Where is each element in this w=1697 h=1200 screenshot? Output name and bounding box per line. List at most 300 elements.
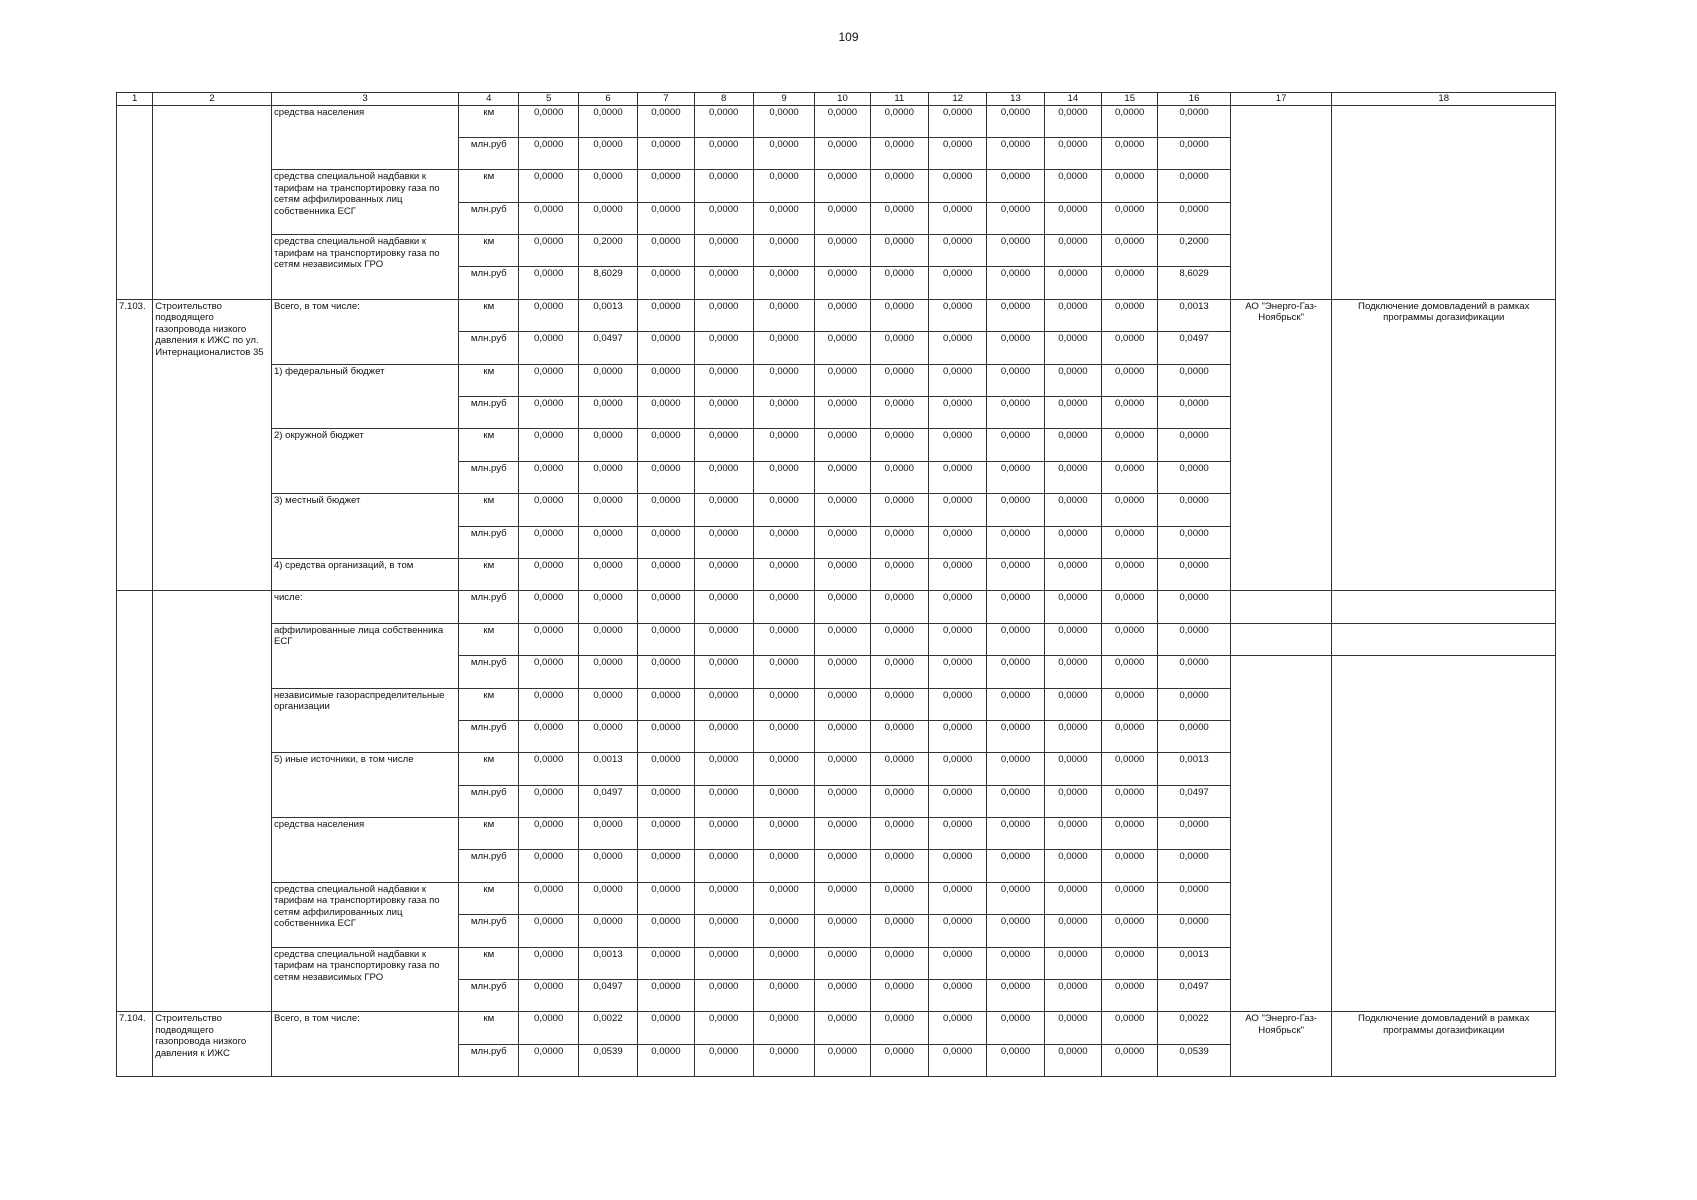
value-cell: 0,0497 (578, 785, 637, 817)
value-cell: 0,0539 (578, 1044, 637, 1076)
value-cell: 0,0000 (578, 526, 637, 558)
value-cell: 0,0000 (1158, 818, 1230, 850)
value-cell: 0,0000 (638, 332, 694, 364)
value-cell: 0,0000 (638, 364, 694, 396)
value-cell: 0,0000 (1044, 818, 1101, 850)
value-cell: 0,0000 (638, 1044, 694, 1076)
unit-cell: км (459, 105, 519, 137)
value-cell: 0,0000 (870, 785, 928, 817)
value-cell: 0,0000 (1044, 623, 1101, 655)
organization-cell-empty (1230, 623, 1332, 655)
value-cell: 0,0000 (1102, 656, 1158, 688)
value-cell: 0,0000 (753, 299, 814, 331)
value-cell: 0,0000 (1102, 915, 1158, 947)
value-cell: 0,0000 (753, 105, 814, 137)
value-cell: 0,0000 (870, 397, 928, 429)
column-header-6: 6 (578, 93, 637, 106)
value-cell: 0,0000 (578, 623, 637, 655)
value-cell: 0,0000 (519, 1044, 578, 1076)
value-cell: 0,0000 (928, 720, 986, 752)
value-cell: 0,0000 (815, 397, 870, 429)
value-cell: 0,0000 (694, 850, 753, 882)
funding-source-cell: 3) местный бюджет (271, 494, 458, 559)
value-cell: 0,0000 (815, 656, 870, 688)
value-cell: 0,0000 (815, 753, 870, 785)
funding-source-cell: Всего, в том числе: (271, 299, 458, 364)
value-cell: 0,0000 (987, 558, 1044, 590)
value-cell: 0,0000 (638, 494, 694, 526)
unit-cell: млн.руб (459, 267, 519, 299)
value-cell: 0,0497 (1158, 332, 1230, 364)
value-cell: 0,0000 (753, 429, 814, 461)
value-cell: 0,0000 (870, 1012, 928, 1044)
value-cell: 0,0000 (753, 915, 814, 947)
value-cell: 0,0000 (694, 202, 753, 234)
value-cell: 0,0000 (578, 915, 637, 947)
value-cell: 0,0000 (928, 558, 986, 590)
object-name: Строительство подводящего газопровода низкого давления к ИЖС (153, 1012, 272, 1077)
value-cell: 0,0000 (928, 332, 986, 364)
value-cell: 0,0000 (987, 753, 1044, 785)
column-header-8: 8 (694, 93, 753, 106)
unit-cell: млн.руб (459, 591, 519, 623)
value-cell: 0,0000 (578, 429, 637, 461)
value-cell: 0,0000 (694, 397, 753, 429)
value-cell: 0,2000 (1158, 235, 1230, 267)
value-cell: 0,0000 (928, 785, 986, 817)
value-cell: 0,0000 (1158, 850, 1230, 882)
unit-cell: млн.руб (459, 720, 519, 752)
value-cell: 0,0000 (987, 299, 1044, 331)
value-cell: 0,0000 (519, 947, 578, 979)
value-cell: 0,0000 (1158, 137, 1230, 169)
value-cell: 0,0000 (870, 494, 928, 526)
value-cell: 0,0000 (987, 1012, 1044, 1044)
value-cell: 0,0000 (694, 1012, 753, 1044)
value-cell: 0,0000 (815, 267, 870, 299)
value-cell: 0,0000 (519, 753, 578, 785)
value-cell: 0,0000 (870, 235, 928, 267)
value-cell: 0,0000 (1102, 267, 1158, 299)
value-cell: 0,0000 (578, 494, 637, 526)
value-cell: 0,0013 (1158, 299, 1230, 331)
funding-source-cell: независимые газораспределительные организации (271, 688, 458, 753)
value-cell: 0,0000 (1044, 202, 1101, 234)
value-cell: 0,0000 (815, 526, 870, 558)
value-cell: 0,0000 (638, 915, 694, 947)
value-cell: 8,6029 (1158, 267, 1230, 299)
value-cell: 0,0539 (1158, 1044, 1230, 1076)
column-header-16: 16 (1158, 93, 1230, 106)
value-cell: 0,0000 (870, 170, 928, 202)
value-cell: 0,0000 (928, 980, 986, 1012)
value-cell: 0,0000 (928, 623, 986, 655)
value-cell: 0,0000 (815, 785, 870, 817)
value-cell: 0,0000 (815, 494, 870, 526)
value-cell: 0,0000 (694, 720, 753, 752)
value-cell: 0,0000 (815, 818, 870, 850)
value-cell: 0,0000 (870, 915, 928, 947)
value-cell: 0,0000 (987, 397, 1044, 429)
value-cell: 0,0000 (870, 299, 928, 331)
value-cell: 0,0000 (638, 461, 694, 493)
value-cell: 0,0000 (1044, 494, 1101, 526)
value-cell: 0,0000 (928, 235, 986, 267)
note-cell-empty (1332, 591, 1556, 623)
value-cell: 0,0000 (987, 202, 1044, 234)
value-cell: 0,0000 (1102, 720, 1158, 752)
value-cell: 0,0000 (1158, 656, 1230, 688)
value-cell: 0,0000 (928, 753, 986, 785)
value-cell: 0,0000 (987, 591, 1044, 623)
value-cell: 0,0000 (638, 980, 694, 1012)
unit-cell: км (459, 753, 519, 785)
value-cell: 0,0000 (1102, 818, 1158, 850)
value-cell: 0,0000 (638, 785, 694, 817)
note-cell-empty (1332, 105, 1556, 299)
value-cell: 0,0000 (870, 202, 928, 234)
value-cell: 0,0000 (753, 170, 814, 202)
value-cell: 0,0000 (753, 364, 814, 396)
column-header-5: 5 (519, 93, 578, 106)
value-cell: 0,0000 (694, 494, 753, 526)
value-cell: 0,0000 (870, 429, 928, 461)
value-cell: 0,0000 (1158, 882, 1230, 914)
value-cell: 0,0000 (753, 202, 814, 234)
funding-source-cell: средства населения (271, 818, 458, 883)
value-cell: 0,0000 (578, 558, 637, 590)
value-cell: 0,0013 (578, 753, 637, 785)
value-cell: 0,0000 (1102, 105, 1158, 137)
value-cell: 0,0000 (1158, 429, 1230, 461)
value-cell: 0,0000 (753, 526, 814, 558)
value-cell: 0,0000 (1102, 235, 1158, 267)
value-cell: 0,0000 (987, 656, 1044, 688)
value-cell: 0,0000 (638, 623, 694, 655)
value-cell: 0,0000 (1102, 623, 1158, 655)
organization-cell-empty (1230, 591, 1332, 623)
value-cell: 0,0000 (519, 818, 578, 850)
value-cell: 0,0000 (1044, 299, 1101, 331)
value-cell: 0,0000 (519, 688, 578, 720)
value-cell: 0,0000 (870, 688, 928, 720)
value-cell: 0,0000 (694, 558, 753, 590)
value-cell: 0,0000 (815, 235, 870, 267)
value-cell: 0,0000 (987, 688, 1044, 720)
value-cell: 0,0000 (815, 299, 870, 331)
value-cell: 0,0000 (1044, 656, 1101, 688)
note-cell-empty (1332, 656, 1556, 1012)
table-body (117, 105, 1556, 1077)
value-cell: 0,0000 (1044, 558, 1101, 590)
value-cell: 0,0000 (987, 170, 1044, 202)
funding-source-cell: средства специальной надбавки к тарифам на транспортировку газа по сетям независимых ГРО (271, 235, 458, 300)
column-header-4: 4 (459, 93, 519, 106)
value-cell: 0,0000 (987, 235, 1044, 267)
value-cell: 0,0000 (578, 137, 637, 169)
value-cell: 0,0000 (638, 947, 694, 979)
value-cell: 0,0000 (987, 267, 1044, 299)
value-cell: 0,0000 (987, 461, 1044, 493)
column-header-11: 11 (870, 93, 928, 106)
value-cell: 0,0000 (1158, 526, 1230, 558)
value-cell: 0,0000 (694, 753, 753, 785)
value-cell: 0,0000 (1158, 591, 1230, 623)
unit-cell: км (459, 235, 519, 267)
unit-cell: млн.руб (459, 850, 519, 882)
item-index: 7.103. (117, 299, 153, 591)
funding-source-cell: средства специальной надбавки к тарифам на транспортировку газа по сетям независимых ГРО (271, 947, 458, 1012)
value-cell: 0,0000 (928, 818, 986, 850)
organization-cell-empty (1230, 105, 1332, 299)
value-cell: 0,0000 (1102, 850, 1158, 882)
value-cell: 0,0000 (1102, 364, 1158, 396)
value-cell: 0,0000 (928, 947, 986, 979)
value-cell: 0,0000 (1102, 299, 1158, 331)
value-cell: 0,0000 (519, 850, 578, 882)
funding-source-cell: средства специальной надбавки к тарифам на транспортировку газа по сетям аффилированных лиц собственника ЕСГ (271, 882, 458, 947)
value-cell: 0,0000 (638, 850, 694, 882)
funding-source-cell: Всего, в том числе: (271, 1012, 458, 1077)
value-cell: 0,0000 (638, 591, 694, 623)
value-cell: 0,0000 (578, 656, 637, 688)
value-cell: 0,0000 (1044, 332, 1101, 364)
value-cell: 0,0000 (1044, 267, 1101, 299)
value-cell: 0,0000 (753, 267, 814, 299)
value-cell: 0,0000 (638, 882, 694, 914)
value-cell: 0,0000 (987, 1044, 1044, 1076)
value-cell: 0,0000 (694, 947, 753, 979)
value-cell: 0,0000 (1102, 688, 1158, 720)
value-cell: 0,0013 (578, 299, 637, 331)
value-cell: 0,0000 (1158, 202, 1230, 234)
value-cell: 0,0000 (1044, 1012, 1101, 1044)
value-cell: 0,0013 (578, 947, 637, 979)
organization-cell-empty (1230, 656, 1332, 1012)
value-cell: 0,0000 (928, 850, 986, 882)
value-cell: 0,0000 (1158, 397, 1230, 429)
value-cell: 0,0000 (870, 882, 928, 914)
value-cell: 0,0000 (870, 137, 928, 169)
value-cell: 0,0000 (928, 688, 986, 720)
value-cell: 0,0000 (578, 720, 637, 752)
value-cell: 0,0497 (578, 332, 637, 364)
value-cell: 0,0000 (519, 397, 578, 429)
value-cell: 0,0000 (1102, 170, 1158, 202)
column-number-row (117, 93, 1556, 106)
value-cell: 0,0000 (694, 526, 753, 558)
value-cell: 0,0000 (1102, 494, 1158, 526)
value-cell: 0,0000 (1102, 137, 1158, 169)
value-cell: 0,0000 (753, 137, 814, 169)
value-cell: 0,0000 (519, 720, 578, 752)
value-cell: 0,0000 (1102, 202, 1158, 234)
funding-source-cell: 1) федеральный бюджет (271, 364, 458, 429)
organization-name: АО "Энерго-Газ-Ноябрьск" (1230, 1012, 1332, 1077)
value-cell: 0,0000 (1044, 785, 1101, 817)
funding-source-cell: 2) окружной бюджет (271, 429, 458, 494)
column-header-1: 1 (117, 93, 153, 106)
value-cell: 0,0000 (1158, 688, 1230, 720)
table-header (117, 93, 1556, 106)
value-cell: 0,0000 (870, 980, 928, 1012)
value-cell: 0,0000 (928, 202, 986, 234)
unit-cell: млн.руб (459, 980, 519, 1012)
value-cell: 0,0000 (987, 818, 1044, 850)
column-header-17: 17 (1230, 93, 1332, 106)
value-cell: 0,0000 (519, 494, 578, 526)
value-cell: 0,0000 (1102, 947, 1158, 979)
value-cell: 0,0000 (987, 785, 1044, 817)
funding-source-cell: средства населения (271, 105, 458, 170)
value-cell: 0,0000 (1044, 1044, 1101, 1076)
value-cell: 0,0000 (870, 1044, 928, 1076)
value-cell: 0,0000 (753, 688, 814, 720)
unit-cell: млн.руб (459, 656, 519, 688)
value-cell: 0,0000 (694, 364, 753, 396)
value-cell: 0,2000 (578, 235, 637, 267)
value-cell: 0,0000 (638, 656, 694, 688)
unit-cell: км (459, 429, 519, 461)
value-cell: 0,0000 (638, 818, 694, 850)
value-cell: 0,0000 (519, 558, 578, 590)
value-cell: 0,0000 (753, 1044, 814, 1076)
value-cell: 0,0000 (815, 980, 870, 1012)
value-cell: 0,0000 (694, 105, 753, 137)
value-cell: 0,0000 (1158, 461, 1230, 493)
project-note: Подключение домовладений в рамках программы догазификации (1332, 1012, 1556, 1077)
unit-cell: км (459, 688, 519, 720)
value-cell: 0,0000 (753, 494, 814, 526)
unit-cell: км (459, 299, 519, 331)
value-cell: 0,0000 (870, 558, 928, 590)
value-cell: 0,0000 (870, 753, 928, 785)
unit-cell: млн.руб (459, 202, 519, 234)
value-cell: 0,0000 (753, 461, 814, 493)
value-cell: 0,0000 (1158, 105, 1230, 137)
value-cell: 0,0000 (987, 915, 1044, 947)
note-cell-empty (1332, 623, 1556, 655)
value-cell: 0,0000 (753, 558, 814, 590)
investment-program-table (116, 92, 1556, 1077)
value-cell: 0,0000 (870, 850, 928, 882)
value-cell: 0,0000 (753, 332, 814, 364)
value-cell: 0,0000 (1102, 980, 1158, 1012)
funding-source-cell: 5) иные источники, в том числе (271, 753, 458, 818)
value-cell: 0,0000 (694, 299, 753, 331)
value-cell: 0,0000 (638, 397, 694, 429)
value-cell: 0,0000 (870, 623, 928, 655)
column-header-18: 18 (1332, 93, 1556, 106)
value-cell: 0,0000 (870, 364, 928, 396)
value-cell: 0,0000 (753, 623, 814, 655)
value-cell: 0,0000 (753, 850, 814, 882)
value-cell: 0,0000 (753, 818, 814, 850)
value-cell: 0,0000 (578, 364, 637, 396)
value-cell: 0,0000 (694, 980, 753, 1012)
unit-cell: км (459, 882, 519, 914)
column-header-9: 9 (753, 93, 814, 106)
value-cell: 0,0000 (578, 170, 637, 202)
unit-cell: км (459, 818, 519, 850)
index-cell-empty (117, 591, 153, 1012)
unit-cell: млн.руб (459, 915, 519, 947)
value-cell: 0,0000 (928, 656, 986, 688)
value-cell: 0,0000 (987, 105, 1044, 137)
unit-cell: млн.руб (459, 1044, 519, 1076)
value-cell: 0,0000 (638, 267, 694, 299)
unit-cell: млн.руб (459, 332, 519, 364)
object-cell-empty (153, 105, 272, 299)
item-index: 7.104. (117, 1012, 153, 1077)
value-cell: 0,0000 (519, 105, 578, 137)
value-cell: 0,0000 (870, 947, 928, 979)
value-cell: 0,0000 (870, 332, 928, 364)
value-cell: 0,0000 (928, 137, 986, 169)
value-cell: 0,0000 (1102, 591, 1158, 623)
value-cell: 0,0000 (928, 915, 986, 947)
index-cell-empty (117, 105, 153, 299)
column-header-13: 13 (987, 93, 1044, 106)
value-cell: 0,0000 (753, 882, 814, 914)
value-cell: 0,0000 (753, 235, 814, 267)
value-cell: 0,0000 (870, 105, 928, 137)
value-cell: 0,0000 (928, 364, 986, 396)
value-cell: 0,0000 (578, 818, 637, 850)
value-cell: 0,0000 (815, 1012, 870, 1044)
value-cell: 0,0000 (638, 202, 694, 234)
value-cell: 0,0000 (694, 461, 753, 493)
value-cell: 0,0000 (578, 105, 637, 137)
funding-source-cell: 4) средства организаций, в том (271, 558, 458, 590)
value-cell: 0,0000 (815, 429, 870, 461)
value-cell: 0,0000 (1044, 364, 1101, 396)
table-row (117, 299, 1556, 331)
value-cell: 0,0000 (638, 688, 694, 720)
value-cell: 0,0000 (638, 753, 694, 785)
value-cell: 0,0000 (694, 332, 753, 364)
value-cell: 0,0000 (928, 429, 986, 461)
value-cell: 0,0000 (1044, 397, 1101, 429)
object-name: Строительство подводящего газопровода низкого давления к ИЖС по ул. Интернационалистов 35 (153, 299, 272, 591)
value-cell: 0,0000 (987, 137, 1044, 169)
value-cell: 0,0000 (870, 461, 928, 493)
value-cell: 0,0000 (815, 170, 870, 202)
page-number: 109 (838, 30, 859, 44)
value-cell: 0,0000 (815, 137, 870, 169)
unit-cell: км (459, 494, 519, 526)
value-cell: 0,0000 (815, 202, 870, 234)
value-cell: 0,0000 (694, 882, 753, 914)
value-cell: 0,0497 (578, 980, 637, 1012)
value-cell: 0,0497 (1158, 785, 1230, 817)
funding-source-cell: средства специальной надбавки к тарифам на транспортировку газа по сетям аффилированных лиц собственника ЕСГ (271, 170, 458, 235)
value-cell: 0,0000 (578, 397, 637, 429)
value-cell: 0,0000 (1102, 785, 1158, 817)
value-cell: 0,0000 (815, 623, 870, 655)
value-cell: 0,0013 (1158, 947, 1230, 979)
value-cell: 0,0000 (1044, 170, 1101, 202)
value-cell: 0,0000 (928, 882, 986, 914)
value-cell: 0,0000 (753, 947, 814, 979)
value-cell: 0,0000 (578, 591, 637, 623)
value-cell: 0,0000 (519, 915, 578, 947)
value-cell: 0,0000 (1044, 753, 1101, 785)
value-cell: 0,0000 (519, 785, 578, 817)
organization-name: АО "Энерго-Газ-Ноябрьск" (1230, 299, 1332, 591)
value-cell: 0,0000 (519, 1012, 578, 1044)
value-cell: 0,0000 (928, 526, 986, 558)
